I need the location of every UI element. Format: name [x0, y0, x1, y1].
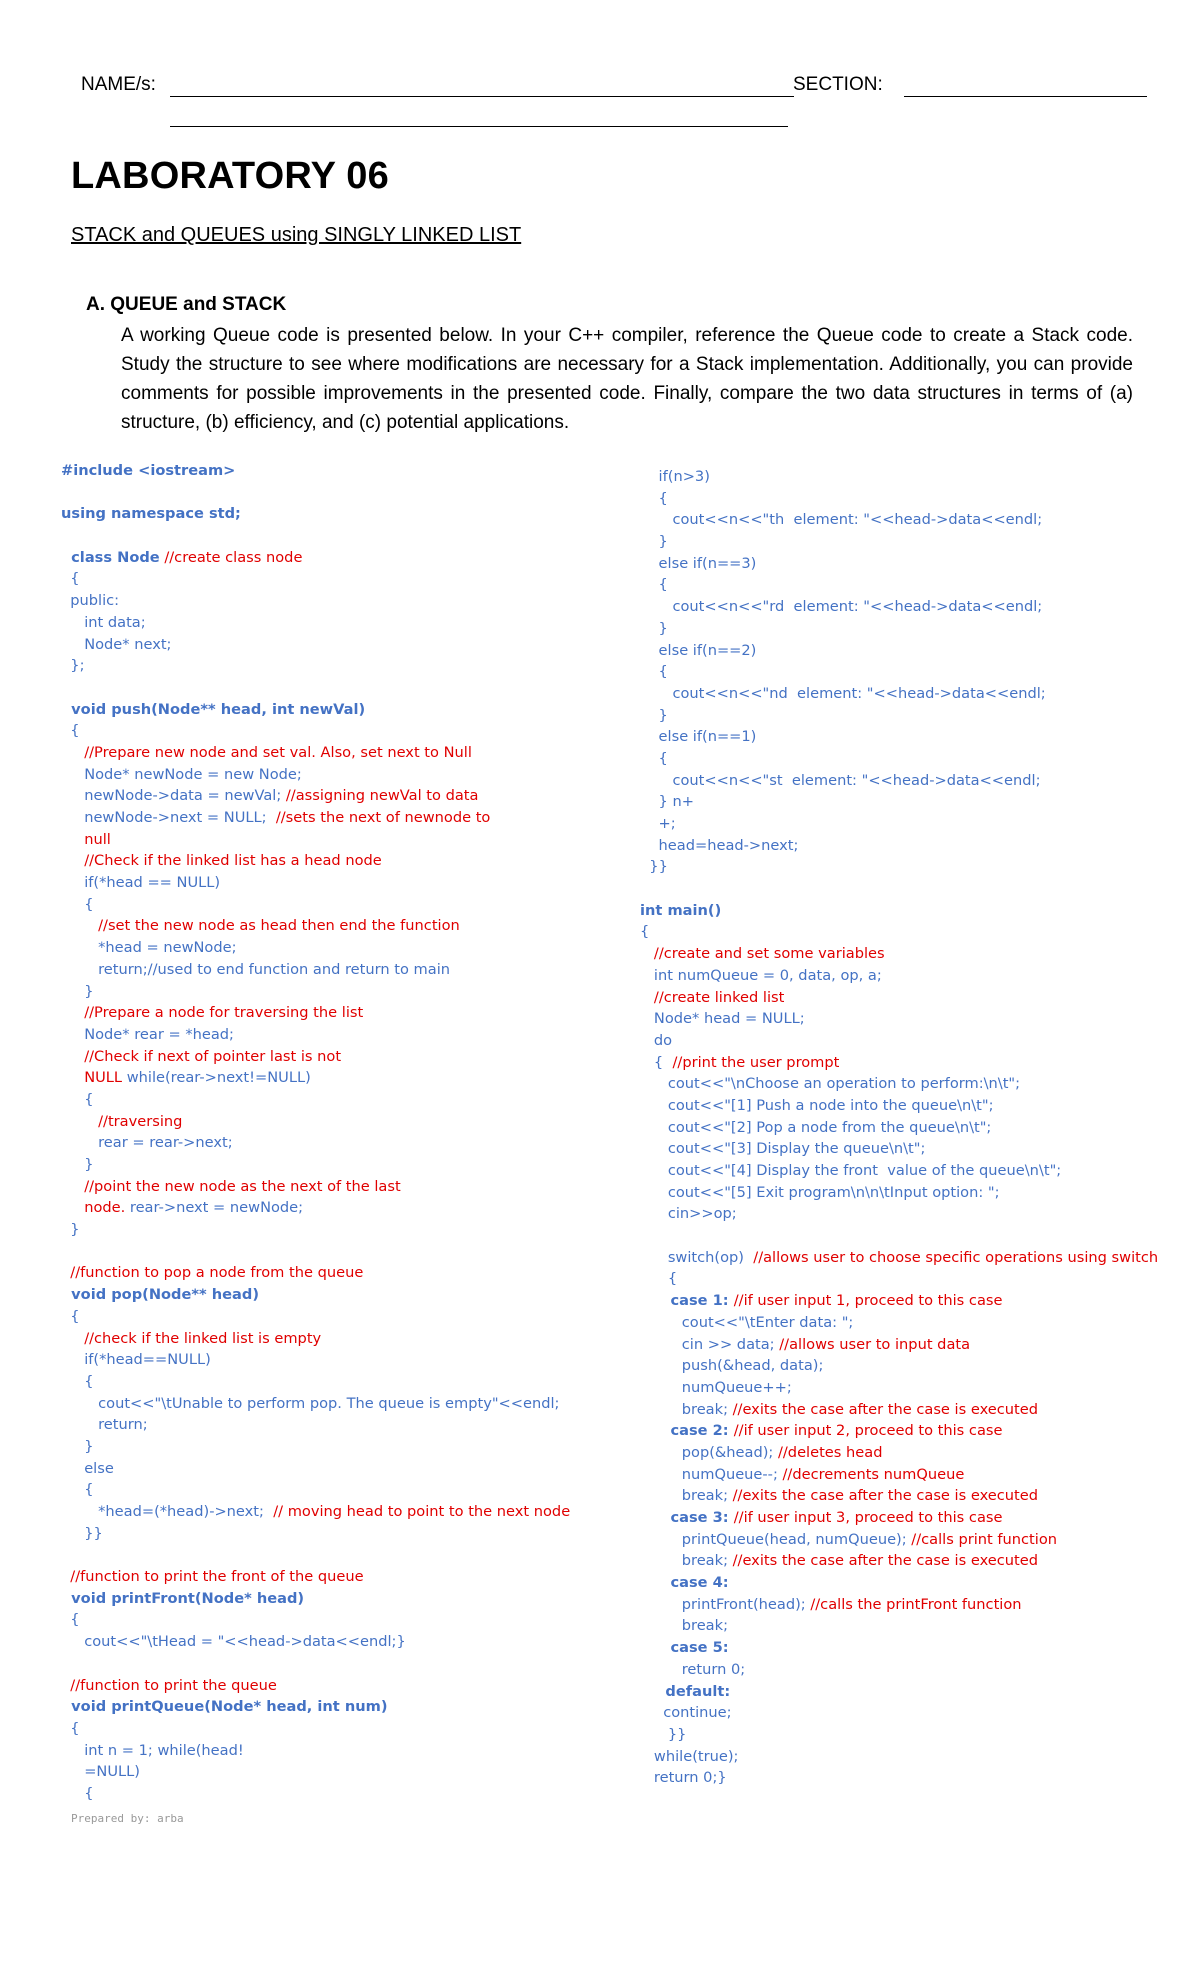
- page-title: LABORATORY 06: [71, 155, 389, 197]
- code-line: [640, 813, 1158, 835]
- code-line: [61, 1154, 570, 1176]
- code-line: [640, 1659, 1158, 1681]
- code-segment: {: [61, 1372, 94, 1390]
- code-segment: cout<<"\tEnter data: ";: [640, 1313, 854, 1331]
- code-segment: cout<<"[3] Display the queue\n\t";: [640, 1140, 926, 1158]
- code-segment: Node* head = NULL;: [640, 1010, 805, 1028]
- code-line: [640, 488, 1158, 510]
- code-segment: do: [640, 1031, 673, 1049]
- code-segment: numQueue--;: [640, 1465, 783, 1483]
- code-line: [61, 482, 570, 504]
- code-segment: {: [61, 722, 80, 740]
- code-segment: cout<<"[5] Exit program\n\n\tInput option: ";: [640, 1183, 1000, 1201]
- code-segment: =NULL): [61, 1763, 140, 1781]
- code-line: [640, 1702, 1158, 1724]
- code-line: [640, 1008, 1158, 1030]
- code-line: [61, 1349, 570, 1371]
- code-line: [61, 1393, 570, 1415]
- code-segment: Node* rear = *head;: [61, 1025, 234, 1043]
- code-line: [61, 1718, 570, 1740]
- code-segment: break;: [640, 1400, 733, 1418]
- code-segment: cout<<"[2] Pop a node from the queue\n\t";: [640, 1118, 992, 1136]
- code-segment: //create class node: [159, 548, 303, 566]
- code-line: [640, 1334, 1158, 1356]
- code-segment: //assigning newVal to data: [285, 787, 479, 805]
- code-segment: int numQueue = 0, data, op, a;: [640, 966, 882, 984]
- code-line: [61, 1544, 570, 1566]
- code-line: [61, 634, 570, 656]
- code-line: [61, 1414, 570, 1436]
- code-line: [640, 943, 1158, 965]
- code-segment: //check if the linked list is empty: [61, 1329, 322, 1347]
- code-segment: {: [61, 1784, 94, 1802]
- code-line: [640, 1138, 1158, 1160]
- section-input-line[interactable]: [904, 96, 1147, 97]
- code-segment: //allows user to input data: [779, 1335, 971, 1353]
- code-line: [61, 1241, 570, 1263]
- section-a-heading: A. QUEUE and STACK: [86, 294, 287, 315]
- code-line: [61, 655, 570, 677]
- code-line: [61, 1067, 570, 1089]
- code-segment: //if user input 3, proceed to this case: [733, 1509, 1003, 1526]
- code-line: [640, 1529, 1158, 1551]
- code-line: [61, 1002, 570, 1024]
- code-line: [61, 872, 570, 894]
- code-segment: int main(): [640, 901, 722, 919]
- code-segment: //create linked list: [640, 988, 785, 1006]
- code-segment: }: [61, 1437, 94, 1455]
- code-segment: break;: [640, 1617, 728, 1635]
- code-segment: cout<<"\nChoose an operation to perform:\n\t";: [640, 1075, 1021, 1093]
- code-line: [61, 1371, 570, 1393]
- code-segment: {: [640, 663, 668, 681]
- code-segment: }: [61, 982, 94, 1000]
- code-line: [640, 1572, 1158, 1594]
- code-segment: default:: [640, 1682, 731, 1700]
- code-line: [61, 829, 570, 851]
- code-line: [640, 1724, 1158, 1746]
- code-line: [640, 835, 1158, 857]
- code-line: [61, 1696, 570, 1718]
- code-segment: void push(Node** head, int newVal): [61, 700, 366, 718]
- code-line: [640, 770, 1158, 792]
- code-segment: {: [640, 749, 668, 767]
- code-line: [61, 981, 570, 1003]
- code-line: [61, 1219, 570, 1241]
- code-segment: cout<<n<<"st element: "<<head->data<<endl;: [640, 771, 1041, 789]
- code-line: [61, 1675, 570, 1697]
- code-segment: cout<<"[1] Push a node into the queue\n\t";: [640, 1096, 994, 1114]
- code-line: [61, 1761, 570, 1783]
- code-line: [61, 720, 570, 742]
- code-line: [640, 1615, 1158, 1637]
- code-segment: int n = 1; while(head!: [61, 1741, 244, 1759]
- code-segment: //point the new node as the next of the last: [61, 1177, 401, 1195]
- code-segment: {: [61, 1307, 80, 1325]
- code-line: [61, 1024, 570, 1046]
- code-segment: if(*head==NULL): [61, 1351, 211, 1369]
- code-segment: }: [640, 533, 668, 551]
- code-line: [61, 1783, 570, 1805]
- code-line: [61, 1089, 570, 1111]
- code-segment: cin>>op;: [640, 1205, 737, 1223]
- code-segment: // moving head to point to the next node: [273, 1503, 571, 1520]
- code-segment: case 5:: [640, 1639, 729, 1657]
- code-line: [640, 466, 1158, 488]
- code-line: [640, 1030, 1158, 1052]
- code-segment: else if(n==2): [640, 641, 757, 659]
- code-segment: {: [640, 576, 668, 594]
- code-segment: case 2:: [640, 1422, 734, 1440]
- code-line: [640, 1160, 1158, 1182]
- code-segment: numQueue++;: [640, 1378, 792, 1396]
- code-segment: switch(op): [640, 1248, 754, 1266]
- code-segment: void printFront(Node* head): [61, 1589, 305, 1607]
- code-segment: else: [61, 1459, 114, 1477]
- code-line: [61, 1740, 570, 1762]
- code-line: [640, 1637, 1158, 1659]
- code-line: [61, 850, 570, 872]
- code-segment: //sets the next of newnode to: [275, 809, 491, 826]
- code-segment: }}: [640, 858, 668, 876]
- code-segment: cout<<"[4] Display the front value of the queue\n\t";: [640, 1162, 1062, 1179]
- code-segment: public:: [61, 592, 120, 610]
- code-line: [61, 547, 570, 569]
- code-line: [61, 1458, 570, 1480]
- code-segment: {: [61, 570, 80, 588]
- code-segment: //calls the printFront function: [810, 1595, 1022, 1613]
- code-line: [61, 1479, 570, 1501]
- code-segment: if(n>3): [640, 468, 710, 485]
- section-label: SECTION:: [793, 74, 883, 95]
- code-line: [640, 1464, 1158, 1486]
- code-line: [61, 1609, 570, 1631]
- code-segment: class Node: [61, 548, 160, 566]
- code-line: [640, 1225, 1158, 1247]
- code-line: [61, 568, 570, 590]
- footer-credit: Prepared by: arba: [71, 1812, 184, 1825]
- code-segment: {: [640, 489, 668, 507]
- code-segment: printFront(head);: [640, 1595, 811, 1613]
- code-line: [61, 785, 570, 807]
- code-segment: cout<<"\tUnable to perform pop. The queue is empty"<<endl;: [61, 1394, 560, 1412]
- code-line: [640, 921, 1158, 943]
- code-line: [640, 1420, 1158, 1442]
- code-segment: void pop(Node** head): [61, 1286, 259, 1304]
- code-segment: return;//used to end function and return to main: [61, 960, 450, 978]
- code-segment: return 0;: [640, 1660, 746, 1678]
- code-segment: while(rear->next!=NULL): [122, 1069, 311, 1087]
- code-line: [640, 705, 1158, 727]
- code-line: [61, 1588, 570, 1610]
- code-segment: //set the new node as head then end the function: [61, 917, 460, 935]
- code-segment: //if user input 2, proceed to this case: [733, 1422, 1003, 1440]
- code-segment: //Prepare a node for traversing the list: [61, 1004, 364, 1022]
- code-segment: case 1:: [640, 1292, 734, 1310]
- code-line: [640, 1052, 1158, 1074]
- code-line: [640, 1550, 1158, 1572]
- section-a-paragraph: A working Queue code is presented below. In your C++ compiler, reference the Queue code to create a Stack code. Study the structure to see where modifications are necessary for a Stack implementation. Additionally, you can provide comments for possible improvements in the presented code. Finally, compare the two data structures in terms of (a) structure, (b) efficiency, and (c) potential applications.: [121, 325, 1133, 433]
- code-segment: {: [61, 1611, 80, 1629]
- code-line: [61, 1653, 570, 1675]
- code-line: [640, 596, 1158, 618]
- code-line: [61, 1046, 570, 1068]
- code-line: [640, 965, 1158, 987]
- code-line: [61, 1501, 570, 1523]
- code-line: [640, 791, 1158, 813]
- code-line: [640, 1312, 1158, 1334]
- code-segment: case 3:: [640, 1509, 734, 1526]
- code-segment: //Check if next of pointer last is not: [61, 1047, 342, 1065]
- code-line: [61, 937, 570, 959]
- code-line: [640, 1507, 1158, 1529]
- code-segment: printQueue(head, numQueue);: [640, 1530, 912, 1548]
- code-segment: //traversing: [61, 1112, 183, 1130]
- code-segment: }}: [640, 1725, 687, 1743]
- code-line: [61, 677, 570, 699]
- code-line: [61, 959, 570, 981]
- code-line: [61, 742, 570, 764]
- code-line: [61, 612, 570, 634]
- code-line: [640, 748, 1158, 770]
- code-segment: //allows user to choose specific operations using switch: [753, 1248, 1159, 1266]
- code-line: [61, 1566, 570, 1588]
- code-line: [640, 1399, 1158, 1421]
- code-line: [640, 856, 1158, 878]
- code-line: [640, 1767, 1158, 1789]
- code-line: [61, 894, 570, 916]
- code-segment: rear = rear->next;: [61, 1134, 233, 1152]
- code-line: [61, 525, 570, 547]
- code-segment: }: [640, 619, 668, 637]
- code-segment: {: [61, 1481, 94, 1499]
- code-line: [61, 1436, 570, 1458]
- code-segment: Node* newNode = new Node;: [61, 765, 302, 783]
- code-line: [61, 1328, 570, 1350]
- code-line: [640, 900, 1158, 922]
- code-segment: //deletes head: [777, 1443, 883, 1461]
- code-column-right: [640, 466, 1158, 1789]
- code-segment: break;: [640, 1552, 733, 1570]
- code-line: [640, 640, 1158, 662]
- code-segment: {: [61, 895, 94, 913]
- code-segment: }: [61, 1156, 94, 1173]
- code-line: [61, 1111, 570, 1133]
- code-line: [640, 1442, 1158, 1464]
- code-segment: newNode->next = NULL;: [61, 809, 276, 826]
- code-line: [61, 460, 570, 482]
- code-segment: head=head->next;: [640, 836, 799, 854]
- code-line: [640, 1182, 1158, 1204]
- code-line: [640, 726, 1158, 748]
- code-segment: //calls print function: [911, 1530, 1057, 1548]
- code-segment: cout<<n<<"rd element: "<<head->data<<endl;: [640, 598, 1043, 616]
- code-segment: pop(&head);: [640, 1443, 778, 1461]
- code-line: [640, 878, 1158, 900]
- code-segment: //Prepare new node and set val. Also, set next to Null: [61, 743, 472, 761]
- code-segment: if(*head == NULL): [61, 874, 221, 892]
- code-line: [61, 807, 570, 829]
- code-segment: cout<<n<<"nd element: "<<head->data<<endl;: [640, 684, 1046, 702]
- code-segment: else if(n==1): [640, 728, 757, 746]
- code-segment: }}: [61, 1524, 103, 1542]
- code-segment: //create and set some variables: [640, 945, 885, 963]
- code-segment: cout<<"\tHead = "<<head->data<<endl;}: [61, 1633, 406, 1651]
- code-segment: //function to print the queue: [61, 1676, 277, 1694]
- code-segment: //decrements numQueue: [782, 1465, 965, 1483]
- code-line: [640, 553, 1158, 575]
- code-segment: case 4:: [640, 1574, 729, 1592]
- code-segment: using namespace std;: [61, 505, 241, 523]
- code-line: [61, 590, 570, 612]
- code-segment: {: [61, 1090, 94, 1108]
- code-line: [640, 1247, 1158, 1269]
- code-segment: while(true);: [640, 1747, 739, 1765]
- code-line: [61, 699, 570, 721]
- code-segment: //exits the case after the case is executed: [732, 1552, 1038, 1570]
- code-segment: continue;: [640, 1704, 732, 1722]
- code-segment: newNode->data = newVal;: [61, 787, 286, 805]
- code-segment: //exits the case after the case is executed: [732, 1400, 1038, 1418]
- code-segment: return 0;}: [640, 1769, 727, 1787]
- code-segment: {: [640, 1270, 678, 1288]
- code-line: [61, 1523, 570, 1545]
- code-segment: {: [640, 1053, 673, 1071]
- code-line: [640, 683, 1158, 705]
- code-line: [61, 1262, 570, 1284]
- code-segment: {: [61, 1719, 80, 1737]
- code-segment: +;: [640, 815, 676, 832]
- code-segment: int data;: [61, 613, 146, 631]
- code-line: [61, 1132, 570, 1154]
- name-input-line-2[interactable]: [170, 126, 788, 127]
- code-segment: #include <iostream>: [61, 462, 236, 479]
- code-segment: }: [640, 706, 668, 724]
- code-line: [640, 1268, 1158, 1290]
- code-segment: //exits the case after the case is executed: [732, 1487, 1038, 1505]
- code-segment: node.: [61, 1199, 126, 1217]
- code-line: [640, 661, 1158, 683]
- code-line: [640, 1073, 1158, 1095]
- code-segment: null: [61, 830, 111, 848]
- code-segment: //Check if the linked list has a head node: [61, 852, 382, 870]
- code-line: [640, 574, 1158, 596]
- code-line: [640, 1095, 1158, 1117]
- code-segment: NULL: [61, 1069, 123, 1087]
- name-label: NAME/s:: [81, 74, 156, 95]
- code-segment: break;: [640, 1487, 733, 1505]
- code-line: [640, 618, 1158, 640]
- code-segment: };: [61, 657, 85, 675]
- code-line: [640, 1290, 1158, 1312]
- code-segment: void printQueue(Node* head, int num): [61, 1698, 388, 1716]
- code-segment: } n+: [640, 793, 694, 811]
- code-line: [640, 1594, 1158, 1616]
- code-line: [640, 509, 1158, 531]
- code-line: [61, 1176, 570, 1198]
- code-segment: //function to pop a node from the queue: [61, 1264, 364, 1282]
- code-line: [640, 1355, 1158, 1377]
- code-segment: //print the user prompt: [672, 1053, 840, 1071]
- code-segment: }: [61, 1221, 80, 1239]
- code-line: [640, 1117, 1158, 1139]
- code-line: [640, 1377, 1158, 1399]
- code-line: [61, 503, 570, 525]
- code-segment: push(&head, data);: [640, 1357, 824, 1375]
- code-segment: rear->next = newNode;: [125, 1199, 304, 1217]
- code-line: [61, 915, 570, 937]
- code-line: [640, 531, 1158, 553]
- code-segment: cin >> data;: [640, 1335, 780, 1353]
- code-segment: //if user input 1, proceed to this case: [733, 1292, 1003, 1310]
- code-column-left: [61, 460, 570, 1805]
- code-line: [61, 1284, 570, 1306]
- code-segment: return;: [61, 1416, 148, 1434]
- code-line: [61, 1631, 570, 1653]
- code-segment: //function to print the front of the queue: [61, 1568, 364, 1586]
- code-segment: else if(n==3): [640, 554, 757, 572]
- code-line: [61, 1306, 570, 1328]
- code-line: [61, 764, 570, 786]
- page-subtitle: STACK and QUEUES using SINGLY LINKED LIST: [71, 224, 522, 246]
- code-line: [61, 1197, 570, 1219]
- code-segment: *head = newNode;: [61, 939, 237, 957]
- name-input-line-1[interactable]: [170, 96, 794, 97]
- code-line: [640, 1681, 1158, 1703]
- code-segment: *head=(*head)->next;: [61, 1503, 274, 1520]
- code-segment: cout<<n<<"th element: "<<head->data<<endl;: [640, 511, 1043, 529]
- code-segment: {: [640, 923, 650, 941]
- code-line: [640, 987, 1158, 1009]
- code-line: [640, 1485, 1158, 1507]
- code-segment: Node* next;: [61, 635, 172, 653]
- code-line: [640, 1203, 1158, 1225]
- code-line: [640, 1746, 1158, 1768]
